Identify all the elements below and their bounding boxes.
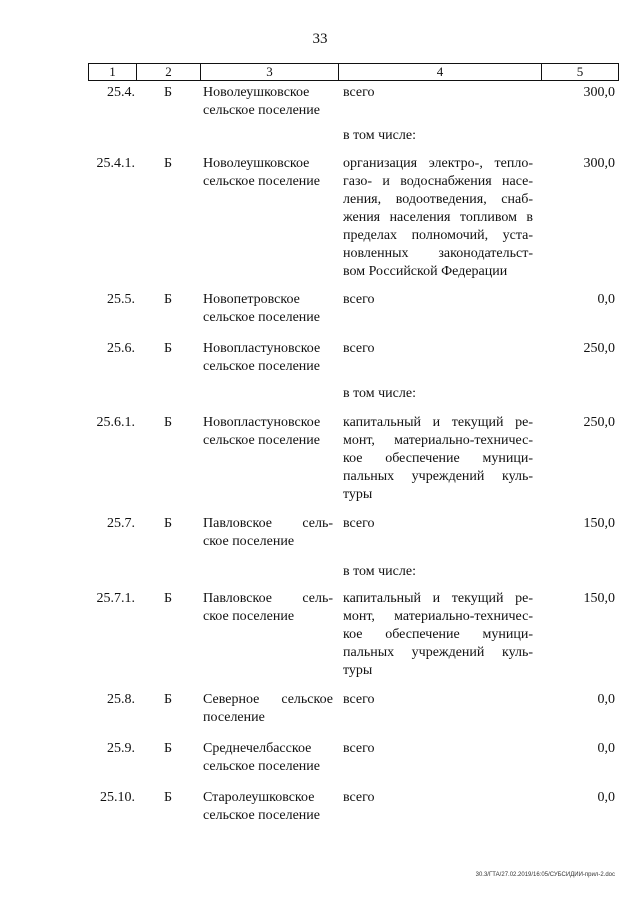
header-col-2: 2 [137,64,201,81]
purpose-line: туры [343,487,373,502]
purpose-line: всего [343,790,375,805]
settlement-name-line: Новолеушковское [203,156,310,171]
purpose-line: всего [343,741,375,756]
settlement-name-line: Среднечелбасское [203,741,312,756]
row-settlement-name [203,515,333,551]
row-settlement-name [203,155,333,191]
row-number: 25.6.1. [96,415,135,430]
row-number: 25.9. [107,741,135,756]
purpose-line: пределах полномочий, уста- [343,228,533,243]
row-group: Б [163,156,173,171]
settlement-name-line: сельское поселение [203,759,320,774]
purpose-line: капитальный и текущий ре- [343,591,533,606]
purpose-line: монт, материально-техничес- [343,609,533,624]
row-group: Б [163,741,173,756]
settlement-name-line: сельское поселение [203,310,320,325]
row-settlement-name [203,340,333,376]
row-settlement-name [203,740,333,776]
settlement-name-line: Новолеушковское [203,85,310,100]
settlement-name-line: Северное сельское [203,692,333,707]
row-amount: 0,0 [597,692,615,707]
row-amount: 300,0 [583,85,615,100]
row-settlement-name [203,590,333,626]
row-settlement-name [203,789,333,825]
row-amount: 0,0 [597,741,615,756]
purpose-line: в том числе: [343,386,416,401]
row-purpose [343,515,533,533]
header-col-1: 1 [89,64,137,81]
row-purpose [343,563,533,581]
purpose-line: в том числе: [343,564,416,579]
header-col-3: 3 [201,64,339,81]
settlement-name-line: сельское поселение [203,433,320,448]
row-group: Б [163,591,173,606]
row-purpose [343,155,533,281]
purpose-line: ления, водоотведения, снаб- [343,192,533,207]
purpose-line: жения населения топливом в [343,210,533,225]
purpose-line: всего [343,692,375,707]
purpose-line: всего [343,292,375,307]
row-group: Б [163,516,173,531]
row-purpose [343,84,533,102]
purpose-line: всего [343,516,375,531]
row-purpose [343,590,533,680]
row-amount: 250,0 [583,341,615,356]
purpose-line: монт, материально-техничес- [343,433,533,448]
settlement-name-line: Новопластуновское [203,415,321,430]
settlement-name-line: сельское поселение [203,359,320,374]
row-purpose [343,740,533,758]
purpose-line: в том числе: [343,128,416,143]
row-purpose [343,385,533,403]
row-amount: 150,0 [583,591,615,606]
purpose-line: организация электро-, тепло- [343,156,533,171]
row-group: Б [163,341,173,356]
settlement-name-line: Старолеушковское [203,790,315,805]
row-settlement-name [203,84,333,120]
table-header [88,63,619,81]
purpose-line: туры [343,663,373,678]
row-purpose [343,127,533,145]
row-group: Б [163,790,173,805]
purpose-line: пальных учреждений куль- [343,645,533,660]
purpose-line: кое обеспечение муници- [343,627,533,642]
row-number: 25.7. [107,516,135,531]
settlement-name-line: Павловское сель- [203,516,333,531]
row-settlement-name [203,691,333,727]
purpose-line: всего [343,341,375,356]
row-number: 25.4. [107,85,135,100]
settlement-name-line: ское поселение [203,609,295,624]
row-purpose [343,414,533,504]
row-purpose [343,340,533,358]
row-number: 25.10. [100,790,135,805]
purpose-line: газо- и водоснабжения насе- [343,174,533,189]
page-number: 33 [312,31,328,47]
row-group: Б [163,415,173,430]
row-number: 25.7.1. [96,591,135,606]
purpose-line: вом Российской Федерации [343,264,508,279]
purpose-line: кое обеспечение муници- [343,451,533,466]
header-col-5: 5 [542,64,619,81]
settlement-name-line: сельское поселение [203,808,320,823]
row-amount: 150,0 [583,516,615,531]
row-settlement-name [203,414,333,450]
row-number: 25.8. [107,692,135,707]
row-group: Б [163,692,173,707]
settlement-name-line: ское поселение [203,534,295,549]
purpose-line: капитальный и текущий ре- [343,415,533,430]
settlement-name-line: Павловское сель- [203,591,333,606]
row-purpose [343,691,533,709]
row-purpose [343,291,533,309]
row-amount: 0,0 [597,790,615,805]
settlement-name-line: сельское поселение [203,103,320,118]
row-purpose [343,789,533,807]
settlement-name-line: поселение [203,710,265,725]
row-group: Б [163,292,173,307]
settlement-name-line: сельское поселение [203,174,320,189]
settlement-name-line: Новопетровское [203,292,300,307]
row-amount: 300,0 [583,156,615,171]
footer-file-path: 30.3/ГТА/27.02.2019/16:05/СУБСИДИИ-прил-2.doc [475,872,615,878]
purpose-line: новленных законодательст- [343,246,533,261]
purpose-line: всего [343,85,375,100]
settlement-name-line: Новопластуновское [203,341,321,356]
row-number: 25.6. [107,341,135,356]
row-settlement-name [203,291,333,327]
purpose-line: пальных учреждений куль- [343,469,533,484]
row-number: 25.5. [107,292,135,307]
row-amount: 0,0 [597,292,615,307]
row-group: Б [163,85,173,100]
row-amount: 250,0 [583,415,615,430]
header-col-4: 4 [339,64,542,81]
row-number: 25.4.1. [96,156,135,171]
